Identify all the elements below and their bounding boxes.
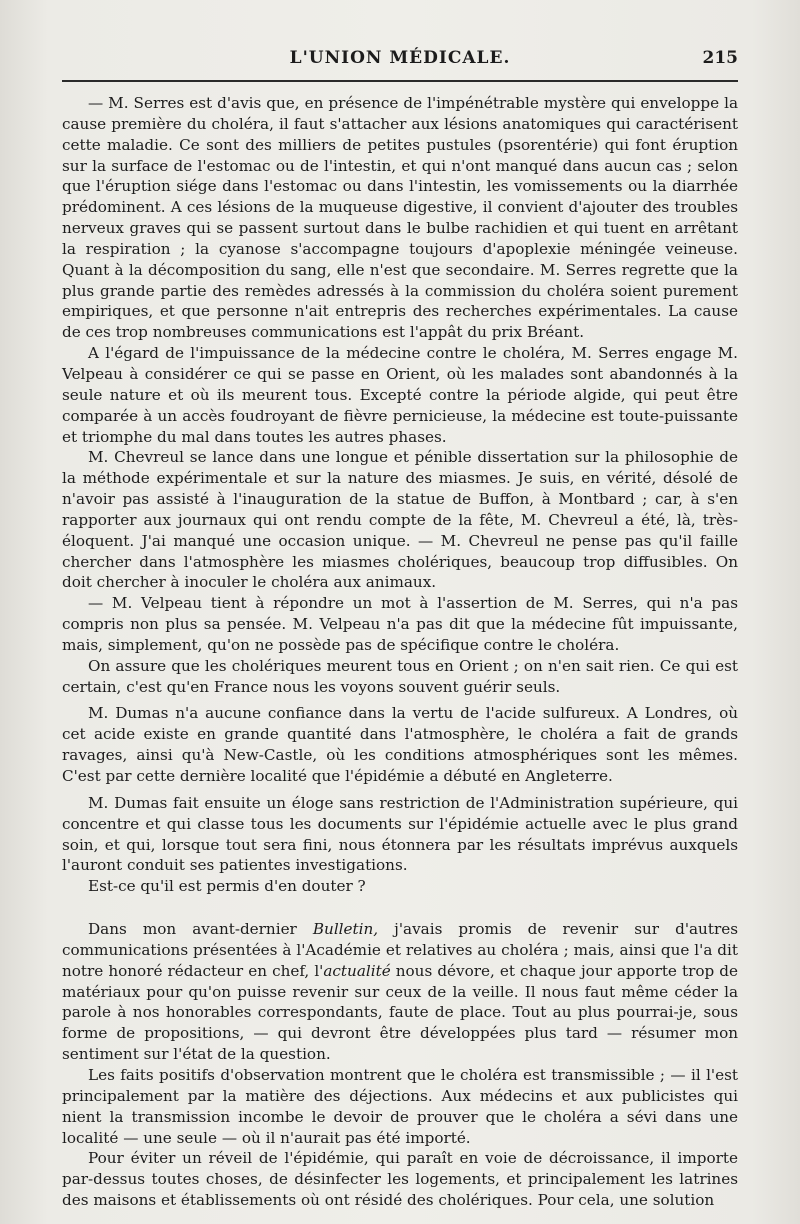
running-title: L'UNION MÉDICALE. bbox=[289, 48, 511, 68]
article-body bbox=[62, 93, 738, 1211]
paragraph-question: Est-ce qu'il est permis d'en douter ? bbox=[88, 877, 366, 896]
paragraph-chevreul: M. Chevreul se lance dans une longue et pénible dissertation sur la philosophie de la méthode expérimentale et sur la nature des miasmes. Je suis, en vérité, désolé de n'avoir pas assisté à l'inauguration de la statue de Buffon, à Montbard ; car, à s'en rapporter aux journaux qui ont rendu compte de la fête, M. Chevreul a été, là, très-éloquent. J'ai manqué une occasion unique. — M. Chevreul ne pense pas qu'il faille chercher dans l'atmosphère les miasmes cholériques, beaucoup trop diffusibles. On doit chercher à inoculer le choléra aux animaux. bbox=[62, 448, 738, 592]
paragraph-transmissible: Les faits positifs d'observation montrent que le choléra est transmissible ; — il l'est principalement par la matière des déjections. Aux médecins et aux publicistes qui nient la transmission incombe le devoir de prouver que le choléra a sévi dans une localité — une seule — où il n'aurait pas été importé. bbox=[62, 1065, 738, 1147]
paragraph-desinfection: Pour éviter un réveil de l'épidémie, qui paraît en voie de décroissance, il importe par-dessus toutes choses, de désinfecter les logements, et principalement les latrines des maisons et établissements où ont résidé des cholériques. Pour cela, une solution bbox=[62, 1149, 738, 1210]
paragraph-bulletin bbox=[62, 919, 738, 1065]
paragraph-orient: On assure que les cholériques meurent tous en Orient ; on n'en sait rien. Ce qui est certain, c'est qu'en France nous les voyons souvent guérir seuls. bbox=[62, 656, 738, 696]
page-header bbox=[62, 48, 738, 76]
page-number: 215 bbox=[702, 48, 738, 68]
paragraph-velpeau: — M. Velpeau tient à répondre un mot à l'assertion de M. Serres, qui n'a pas compris non plus sa pensée. M. Velpeau n'a pas dit que la médecine fût impuissante, mais, simplement, qu'on ne possède pas de spécifique contre le choléra. bbox=[62, 594, 738, 654]
paragraph-serres: — M. Serres est d'avis que, en présence de l'impénétrable mystère qui enveloppe la cause première du choléra, il faut s'attacher aux lésions anatomiques qui caractérisent cette maladie. Ce sont des milliers de petites pustules (psorentérie) qui font éruption sur la surface de l'estomac ou de l'intestin, et qui n'ont manqué dans aucun cas ; selon que l'éruption siége dans l'estomac ou dans l'intestin, les vomissements ou la diarrhée prédominent. A ces lésions de la muqueuse digestive, il convient d'ajouter des troubles nerveux graves qui se passent surtout dans le bulbe rachidien et qui tuent en arrêtant la respiration ; la cyanose s'accompagne toujours d'apoplexie méningée veineuse. Quant à la décomposition du sang, elle n'est que secondaire. M. Serres regrette que la plus grande partie des remèdes adressés à la commission du choléra soient purement empiriques, et que personne n'ait entrepris des recherches expérimentales. La cause de ces trop nombreuses communications est l'appât du prix Bréant. bbox=[62, 94, 738, 342]
header-rule bbox=[62, 80, 738, 82]
actualite-italic: actualité bbox=[323, 961, 391, 980]
bulletin-italic: Bulletin, bbox=[312, 920, 379, 939]
paragraph-impuissance: A l'égard de l'impuissance de la médecine contre le choléra, M. Serres engage M. Velpeau à considérer ce qui se passe en Orient, où les malades sont abandonnés à la seule nature et où ils meurent tous. Excepté contre la période algide, qui peut être comparée à un accès foudroyant de fièvre pernicieuse, la médecine est toute-puissante et triomphe du mal dans toutes les autres phases. bbox=[62, 344, 738, 446]
bulletin-text-end: nous dévore, et chaque jour apporte trop de matériaux pour qu'on puisse revenir sur ceux de la veille. Il nous faut même céder la parole à nos honorables correspondants, faute de place. Tout au plus pourrai-je, sous forme de propositions, — qui devront être développées plus tard — résumer mon sentiment sur l'état de la question. bbox=[62, 961, 738, 1064]
bulletin-text-start: Dans mon avant-dernier bbox=[88, 920, 313, 939]
paragraph-dumas-acide: M. Dumas n'a aucune confiance dans la vertu de l'acide sulfureux. A Londres, où cet acide existe en grande quantité dans l'atmosphère, le choléra a fait de grands ravages, ainsi qu'à New-Castle, où les conditions atmosphériques sont les mêmes. C'est par cette dernière localité que l'épidémie a débuté en Angleterre. bbox=[62, 704, 738, 785]
paragraph-dumas-eloge: M. Dumas fait ensuite un éloge sans restriction de l'Administration supérieure, qui concentre et qui classe tous les documents sur l'épidémie actuelle avec le plus grand soin, et qui, lorsque tout sera fini, nous étonnera par les résultats imprévus auxquels l'auront conduit ses patientes investigations. bbox=[62, 793, 738, 875]
bulletin-text-middle: j'avais promis de revenir sur d'autres communications présentées à l'Académie et relatives au choléra ; mais, ainsi que l'a dit notre honoré rédacteur en chef, l' bbox=[62, 920, 738, 980]
